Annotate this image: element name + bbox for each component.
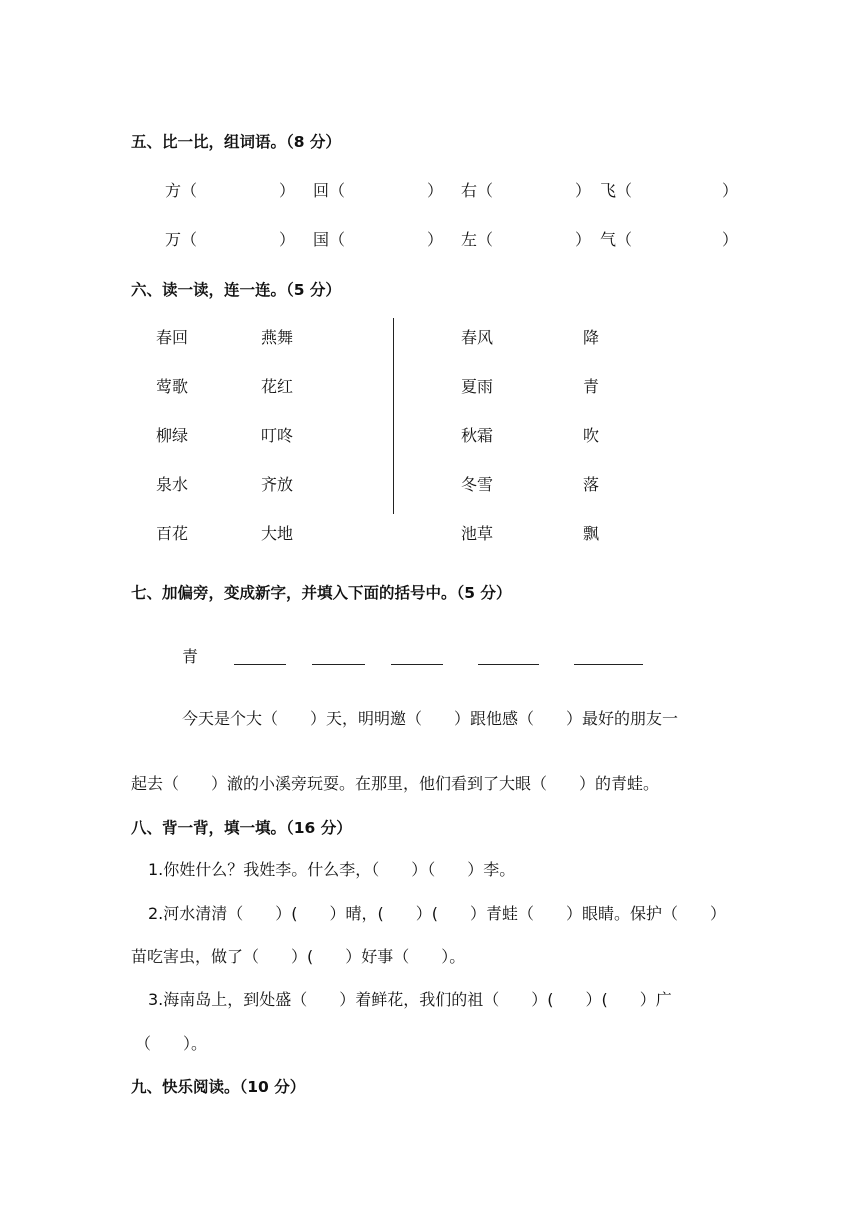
bracket-open: 气（ — [600, 230, 633, 249]
word-item: 秋霜 — [461, 426, 494, 445]
bracket-open: 国（ — [313, 230, 346, 249]
word-item: 柳绿 — [156, 426, 189, 445]
word-item: 飘 — [583, 524, 600, 543]
bracket-close: ） — [722, 181, 739, 200]
bracket-open: 方（ — [165, 181, 198, 200]
word-item: 花红 — [261, 377, 294, 396]
paragraph-line-1: 今天是个大（ ）天，明明邀（ ）跟他感（ ）最好的朋友一 — [182, 709, 679, 728]
word-item: 春风 — [461, 328, 494, 347]
section-5-title: 五、比一比，组词语。（8 分） — [131, 133, 341, 151]
word-item: 冬雪 — [461, 475, 494, 494]
word-item: 大地 — [261, 524, 294, 543]
word-item: 莺歌 — [156, 377, 189, 396]
bracket-open: 左（ — [461, 230, 494, 249]
paragraph-line-2: 起去（ ）澈的小溪旁玩耍。在那里，他们看到了大眼（ ）的青蛙。 — [131, 774, 660, 793]
answer-blank-line — [312, 664, 365, 665]
answer-blank-line — [574, 664, 643, 665]
answer-blank-line — [234, 664, 286, 665]
word-item: 叮咚 — [261, 426, 294, 445]
section-9-title: 九、快乐阅读。（10 分） — [131, 1078, 306, 1096]
bracket-close: ） — [575, 230, 592, 249]
word-item: 降 — [583, 328, 600, 347]
word-item: 燕舞 — [261, 328, 294, 347]
bracket-open: 右（ — [461, 181, 494, 200]
bracket-close: ） — [279, 230, 296, 249]
word-item: 百花 — [156, 524, 189, 543]
section-8-title: 八、背一背，填一填。（16 分） — [131, 819, 352, 837]
section-6-title: 六、读一读，连一连。（5 分） — [131, 281, 341, 299]
question-1: 1.你姓什么？我姓李。什么李，（ ）（ ）李。 — [148, 860, 516, 879]
bracket-open: 回（ — [313, 181, 346, 200]
bracket-close: ） — [722, 230, 739, 249]
word-item: 池草 — [461, 524, 494, 543]
base-character: 青 — [182, 647, 199, 666]
question-3-line-1: 3.海南岛上，到处盛（ ）着鲜花，我们的祖（ ）( ）( ）广 — [148, 990, 672, 1009]
bracket-close: ） — [575, 181, 592, 200]
bracket-close: ） — [427, 181, 444, 200]
word-item: 青 — [583, 377, 600, 396]
question-2-line-1: 2.河水清清（ ）( ）晴，( ）( ）青蛙（ ）眼睛。保护（ ） — [148, 904, 726, 923]
question-2-line-2: 苗吃害虫，做了（ ）( ）好事（ ）。 — [131, 947, 466, 966]
answer-blank-line — [391, 664, 443, 665]
bracket-close: ） — [279, 181, 296, 200]
bracket-open: 万（ — [165, 230, 198, 249]
word-item: 春回 — [156, 328, 189, 347]
word-item: 泉水 — [156, 475, 189, 494]
word-item: 齐放 — [261, 475, 294, 494]
vertical-divider — [393, 318, 394, 514]
section-7-title: 七、加偏旁，变成新字，并填入下面的括号中。（5 分） — [131, 584, 512, 602]
word-item: 夏雨 — [461, 377, 494, 396]
word-item: 吹 — [583, 426, 600, 445]
word-item: 落 — [583, 475, 600, 494]
bracket-open: 飞（ — [600, 181, 633, 200]
question-3-line-2: （ ）。 — [135, 1034, 208, 1053]
answer-blank-line — [478, 664, 539, 665]
bracket-close: ） — [427, 230, 444, 249]
